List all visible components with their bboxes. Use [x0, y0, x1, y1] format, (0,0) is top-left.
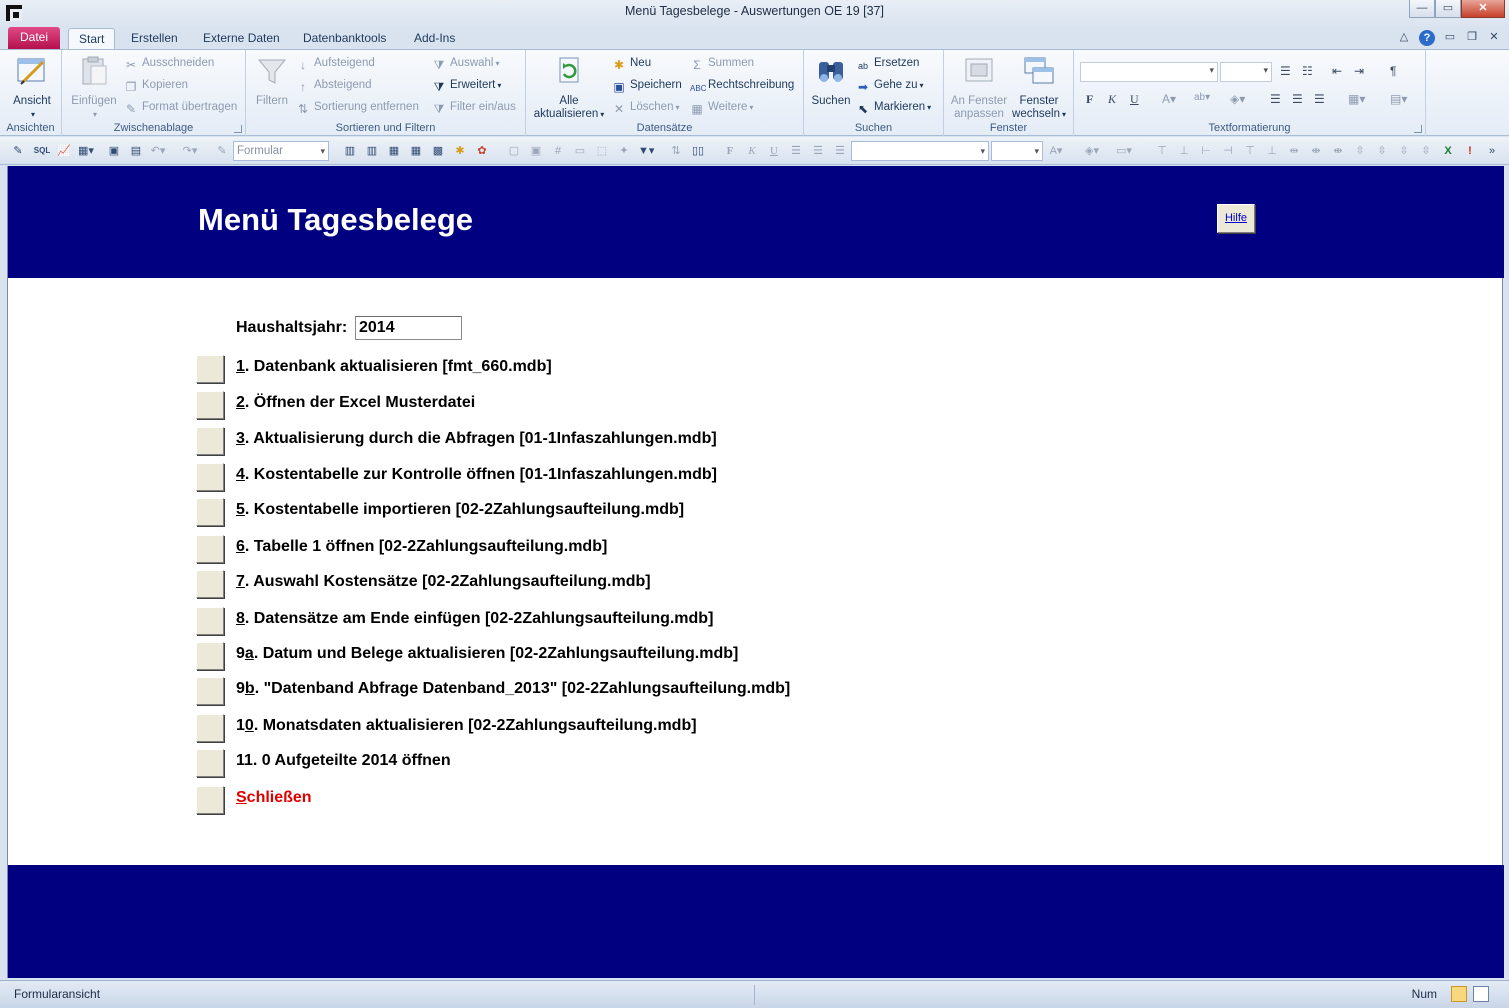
font-color-icon[interactable]: A▾ [1162, 92, 1177, 106]
exclamation-icon[interactable]: ! [1468, 145, 1472, 157]
group-zwischenablage [62, 50, 246, 136]
status-separator [754, 985, 755, 1005]
doc-close-icon[interactable]: ✕ [1489, 31, 1499, 43]
vertical-spacing-icon[interactable]: ⇳ [1355, 145, 1365, 157]
form-window [7, 166, 1503, 978]
tab-externe-daten[interactable]: Externe Daten [203, 31, 280, 45]
bold-icon[interactable]: F [726, 145, 734, 157]
sort-icon[interactable]: ⇅ [671, 145, 681, 157]
spelling-button[interactable] [690, 75, 794, 95]
alternate-row-color-icon[interactable]: ▤▾ [1390, 92, 1408, 106]
toggle-filter-label: Filter ein/aus [450, 101, 516, 113]
menu-label-1: 1. Datenbank aktualisieren [fmt_660.mdb] [236, 358, 552, 375]
control-wizard-icon[interactable]: ✦ [619, 145, 629, 157]
format-painter-icon: ✎ [125, 102, 137, 116]
funnel-icon [255, 54, 289, 88]
menu-label-10: 10. Monatsdaten aktualisieren [02-2Zahlungsaufteilung.mdb] [236, 717, 697, 734]
advanced-filter-icon: ⧩ [433, 80, 445, 94]
bold-button[interactable]: F [1086, 92, 1094, 106]
save-label: Speichern [630, 79, 682, 91]
save-as-icon[interactable]: ▤ [130, 145, 142, 157]
tab-erstellen[interactable]: Erstellen [131, 31, 178, 45]
chevron-down-icon: ▾ [30, 110, 35, 119]
redo-icon[interactable]: ↷▾ [182, 145, 198, 157]
cut-button[interactable] [124, 53, 214, 73]
align-right-objects-icon[interactable]: ⊣ [1223, 145, 1233, 157]
save-icon: ▣ [613, 80, 625, 94]
menu-button-11[interactable] [196, 749, 224, 777]
menu-label-2: 2. Öffnen der Excel Musterdatei [236, 394, 476, 411]
window-title: Menü Tagesbelege - Auswertungen OE 19 [37] [625, 4, 884, 18]
sort-descending-button[interactable] [296, 75, 372, 95]
properties-icon[interactable]: ▢ [508, 145, 520, 157]
size-to-shortest-icon[interactable]: ⊥ [1267, 145, 1277, 157]
chevron-down-icon: ▾ [749, 103, 754, 112]
menu-button-10[interactable] [196, 714, 224, 742]
delete-label: Löschen [630, 101, 674, 113]
copy-icon: ❐ [125, 80, 137, 94]
remove-sort-button[interactable] [296, 97, 419, 117]
save-icon[interactable]: ▣ [108, 145, 120, 157]
replace-icon: ab [857, 61, 868, 71]
align-right-icon[interactable]: ☰ [1314, 92, 1325, 106]
status-bar [0, 980, 1509, 1008]
clipboard-icon [77, 54, 111, 88]
chevron-down-icon: ▾ [1061, 110, 1066, 119]
dialog-launcher-icon[interactable] [234, 125, 242, 133]
format-painter-button[interactable] [124, 97, 237, 117]
group-label-fenster: Fenster [989, 122, 1028, 134]
vertical-spacing-3-icon[interactable]: ⇳ [1399, 145, 1409, 157]
menu-button-9b[interactable] [196, 677, 224, 705]
doc-minimize-icon[interactable]: ▭ [1444, 31, 1456, 43]
group-label-sortieren: Sortieren und Filtern [335, 122, 436, 134]
fill-color-icon[interactable]: ◈▾ [1085, 145, 1099, 157]
new-record-label: Neu [630, 57, 652, 69]
group-fenster [944, 50, 1074, 136]
sigma-icon: Σ [693, 58, 701, 72]
field-list-icon[interactable]: ▣ [530, 145, 542, 157]
remove-sort-label: Sortierung entfernen [314, 101, 419, 113]
chevron-down-icon: ▾ [600, 110, 605, 119]
form-icon[interactable]: ▥ [344, 145, 356, 157]
table-icon[interactable]: ▦ [388, 145, 400, 157]
menu-button-6[interactable] [196, 535, 224, 563]
tab-datei[interactable]: Datei [8, 27, 60, 49]
view-switch-icon[interactable]: ▦▾ [78, 145, 94, 157]
format-painter-icon[interactable]: ✎ [217, 145, 227, 157]
chevron-down-icon: ▾ [495, 59, 500, 68]
find-label: Suchen [811, 95, 851, 107]
align-left-icon[interactable]: ☰ [1270, 92, 1281, 106]
sort-ascending-label: Aufsteigend [314, 57, 375, 69]
ribbon [0, 49, 1509, 136]
scissors-icon: ✂ [125, 58, 137, 72]
menu-label-9a: 9a. Datum und Belege aktualisieren [02-2Zahlungsaufteilung.mdb] [236, 645, 739, 662]
font-family-combo[interactable] [1080, 62, 1218, 82]
find-button[interactable] [808, 54, 854, 108]
font-family-combo-toolbar[interactable] [851, 141, 989, 161]
year-label: Haushaltsjahr: [236, 319, 348, 336]
align-left-icon[interactable]: ☰ [791, 145, 801, 157]
gridlines-icon[interactable]: ▦▾ [1348, 92, 1366, 106]
size-to-tallest-icon[interactable]: ⊤ [1245, 145, 1255, 157]
new-object-icon[interactable]: ✱ [455, 145, 465, 157]
close-form-button[interactable] [196, 786, 224, 814]
ruler-icon[interactable]: ▭ [574, 145, 586, 157]
form-header-band [8, 166, 1504, 278]
doc-restore-icon[interactable]: ❐ [1467, 31, 1477, 43]
undo-icon[interactable]: ↶▾ [150, 145, 166, 157]
group-suchen [804, 50, 944, 136]
highlight-icon[interactable]: ab▾ [1194, 92, 1211, 103]
tab-add-ins[interactable]: Add-Ins [414, 31, 456, 45]
copy-button[interactable] [124, 75, 188, 95]
group-ansichten [0, 50, 62, 136]
form-title: Menü Tagesbelege [198, 202, 474, 237]
save-button[interactable] [612, 75, 682, 95]
replace-button[interactable] [856, 53, 919, 73]
dialog-launcher-icon[interactable] [1414, 125, 1422, 133]
vertical-spacing-2-icon[interactable]: ⇳ [1377, 145, 1387, 157]
query-icon[interactable]: ▦ [410, 145, 422, 157]
menu-button-7[interactable] [196, 570, 224, 598]
horizontal-spacing-2-icon[interactable]: ⇼ [1333, 145, 1343, 157]
chevron-down-icon: ▾ [497, 81, 502, 90]
fill-color-icon[interactable]: ◈▾ [1230, 92, 1246, 106]
align-bottom-icon[interactable]: ⊥ [1179, 145, 1189, 157]
filter-label: Filtern [256, 95, 288, 107]
grid-more-icon: ▦ [691, 102, 703, 116]
binoculars-icon [814, 54, 848, 88]
align-right-icon[interactable]: ☰ [835, 145, 845, 157]
grid-icon[interactable]: # [554, 145, 562, 157]
replace-label: Ersetzen [874, 57, 920, 69]
spelling-label: Rechtschreibung [708, 79, 795, 91]
toggle-filter-button[interactable] [432, 97, 516, 117]
switch-window-label-2: wechseln [1012, 108, 1060, 120]
menu-label-9b: 9b. "Datenband Abfrage Datenband_2013" [02-2Zahlungsaufteilung.mdb] [236, 680, 791, 697]
snap-icon[interactable]: ⬚ [596, 145, 608, 157]
sort-ascending-icon: ↓ [300, 58, 306, 72]
delete-button[interactable] [612, 97, 680, 117]
underline-icon[interactable]: U [770, 145, 778, 157]
menu-button-2[interactable] [196, 391, 224, 419]
chevron-down-icon: ▾ [92, 110, 97, 119]
selection-filter-button[interactable] [432, 53, 499, 73]
align-top-icon[interactable]: ⊤ [1157, 145, 1167, 157]
minimize-ribbon-icon[interactable]: △ [1399, 31, 1409, 43]
fit-window-label-1: An Fenster [950, 95, 1008, 107]
menu-label-7: 7. Auswahl Kostensätze [02-2Zahlungsaufteilung.mdb] [236, 573, 651, 590]
chevron-down-icon: ▾ [675, 103, 680, 112]
insert-control-icon[interactable]: ▼▾ [638, 145, 655, 157]
sql-view-icon[interactable]: SQL [33, 146, 51, 155]
chevron-down-icon: ▾ [919, 81, 924, 90]
menu-button-4[interactable] [196, 463, 224, 491]
group-label-suchen: Suchen [854, 122, 893, 134]
cut-label: Ausschneiden [142, 57, 215, 69]
tab-datenbanktools[interactable]: Datenbanktools [303, 31, 387, 45]
sort-ascending-button[interactable] [296, 53, 375, 73]
view-button[interactable] [6, 54, 58, 121]
totals-button[interactable] [690, 53, 754, 73]
refresh-all-button[interactable] [530, 54, 608, 121]
paste-button[interactable] [66, 54, 122, 121]
group-textformatierung [1074, 50, 1426, 136]
design-view-icon[interactable]: ✎ [13, 145, 23, 157]
spacing-icon[interactable]: ⇹ [1289, 145, 1299, 157]
group-label-datensaetze: Datensätze [636, 122, 693, 134]
menu-label-6: 6. Tabelle 1 öffnen [02-2Zahlungsaufteilung.mdb] [236, 538, 608, 555]
fit-window-label-2: anpassen [954, 108, 1004, 120]
more-button[interactable] [690, 97, 753, 117]
design-view-icon [15, 54, 49, 88]
align-center-icon[interactable]: ☰ [813, 145, 823, 157]
group-label-zwischenablage: Zwischenablage [113, 122, 194, 134]
close-window-button[interactable]: ✕ [1461, 0, 1505, 18]
module-icon[interactable]: ▩ [432, 145, 444, 157]
selection-filter-label: Auswahl [450, 57, 494, 69]
more-label: Weitere [708, 101, 748, 113]
form-footer-band [8, 865, 1504, 978]
legacy-toolbar [0, 137, 1509, 165]
decrease-indent-icon[interactable]: ⇤ [1332, 64, 1343, 78]
font-color-icon[interactable]: A▾ [1049, 145, 1063, 157]
group-datensaetze [526, 50, 804, 136]
menu-button-1[interactable] [196, 355, 224, 383]
group-sortieren-filtern [246, 50, 526, 136]
goto-button[interactable] [856, 75, 924, 95]
menu-label-4: 4. Kostentabelle zur Kontrolle öffnen [01-1Infaszahlungen.mdb] [236, 466, 717, 483]
bullet-list-icon[interactable]: ☰ [1280, 64, 1291, 78]
arrow-right-icon: ➡ [857, 80, 869, 94]
design-view-status-icon[interactable] [1473, 986, 1489, 1002]
toolbar-overflow-icon[interactable]: » [1488, 145, 1496, 157]
form-view-icon[interactable] [1451, 986, 1467, 1002]
sort-descending-icon: ↑ [300, 80, 306, 94]
minimize-button[interactable]: — [1409, 0, 1435, 18]
remove-sort-icon: ⇅ [297, 102, 309, 116]
title-bar [0, 0, 1509, 26]
selection-filter-icon: ⧩ [433, 58, 445, 72]
switch-window-label-1: Fenster [1019, 95, 1059, 107]
close-form-label: Schließen [236, 789, 312, 806]
advanced-filter-label: Erweitert [450, 79, 496, 91]
select-button[interactable] [856, 97, 931, 117]
refresh-all-icon [552, 54, 586, 88]
font-size-combo[interactable] [1220, 62, 1272, 82]
switch-window-icon [1022, 54, 1056, 88]
format-painter-label: Format übertragen [142, 101, 238, 113]
book-icon[interactable]: ▯▯ [691, 145, 705, 157]
new-record-icon: ✱ [613, 58, 625, 72]
switch-window-button[interactable] [1008, 54, 1070, 121]
menu-button-8[interactable] [196, 607, 224, 635]
refresh-all-label-2: aktualisieren [533, 108, 599, 120]
sort-descending-label: Absteigend [314, 79, 372, 91]
group-label-textformatierung: Textformatierung [1208, 122, 1291, 134]
increase-indent-icon[interactable]: ⇥ [1354, 64, 1365, 78]
copy-label: Kopieren [142, 79, 189, 91]
paragraph-icon[interactable]: ¶ [1390, 64, 1397, 78]
menu-label-11: 11. 0 Aufgeteilte 2014 öffnen [236, 752, 451, 769]
menu-label-8: 8. Datensätze am Ende einfügen [02-2Zahlungsaufteilung.mdb] [236, 610, 714, 627]
report-icon[interactable]: ▥ [366, 145, 378, 157]
maximize-button[interactable]: ▭ [1435, 0, 1461, 18]
status-view-name: Formularansicht [14, 987, 101, 1001]
menu-button-9a[interactable] [196, 642, 224, 670]
cursor-icon: ⬉ [857, 102, 869, 116]
fit-window-icon [962, 54, 996, 88]
refresh-all-label-1: Alle [559, 95, 579, 107]
vertical-spacing-4-icon[interactable]: ⇳ [1421, 145, 1431, 157]
menu-label-3: 3. Aktualisierung durch die Abfragen [01-1Infaszahlungen.mdb] [236, 430, 717, 447]
line-color-icon[interactable]: ▭▾ [1116, 145, 1132, 157]
group-label-ansichten: Ansichten [6, 122, 55, 134]
ribbon-tab-row [0, 26, 1509, 50]
italic-button[interactable]: K [1108, 92, 1117, 106]
new-record-button[interactable] [612, 53, 651, 73]
numbered-list-icon[interactable]: ☷ [1302, 64, 1313, 78]
year-input[interactable] [355, 316, 462, 340]
filter-button[interactable] [252, 54, 292, 108]
delete-icon: ✕ [613, 102, 625, 116]
advanced-filter-button[interactable] [432, 75, 501, 95]
paste-label: Einfügen [71, 95, 117, 107]
totals-label: Summen [708, 57, 755, 69]
chevron-down-icon: ▾ [927, 103, 932, 112]
menu-label-5: 5. Kostentabelle importieren [02-2Zahlungsaufteilung.mdb] [236, 501, 685, 518]
tab-start[interactable]: Start [68, 28, 115, 50]
fit-window-button[interactable] [948, 54, 1010, 121]
toggle-filter-icon: ⧩ [433, 102, 445, 116]
goto-label: Gehe zu [874, 79, 918, 91]
help-button[interactable]: Hilfe [1217, 204, 1255, 233]
menu-button-3[interactable] [196, 427, 224, 455]
help-icon[interactable]: ? [1419, 30, 1435, 46]
tools-icon[interactable]: ✿ [477, 145, 487, 157]
horizontal-spacing-icon[interactable]: ⇼ [1311, 145, 1321, 157]
select-label: Markieren [874, 101, 926, 113]
num-lock-indicator: Num [1411, 987, 1437, 1001]
align-left-objects-icon[interactable]: ⊢ [1201, 145, 1211, 157]
underline-button[interactable]: U [1130, 92, 1139, 106]
excel-icon[interactable]: X [1444, 145, 1452, 157]
align-center-icon[interactable]: ☰ [1292, 92, 1303, 106]
view-button-label: Ansicht [13, 95, 51, 107]
spellcheck-icon: ABC [690, 84, 707, 93]
italic-icon[interactable]: K [748, 145, 756, 157]
menu-button-5[interactable] [196, 498, 224, 526]
font-size-combo-toolbar[interactable] [991, 141, 1043, 161]
chart-view-icon[interactable]: 📈 [57, 145, 71, 157]
object-combo[interactable]: Formular ▾ [233, 141, 329, 161]
